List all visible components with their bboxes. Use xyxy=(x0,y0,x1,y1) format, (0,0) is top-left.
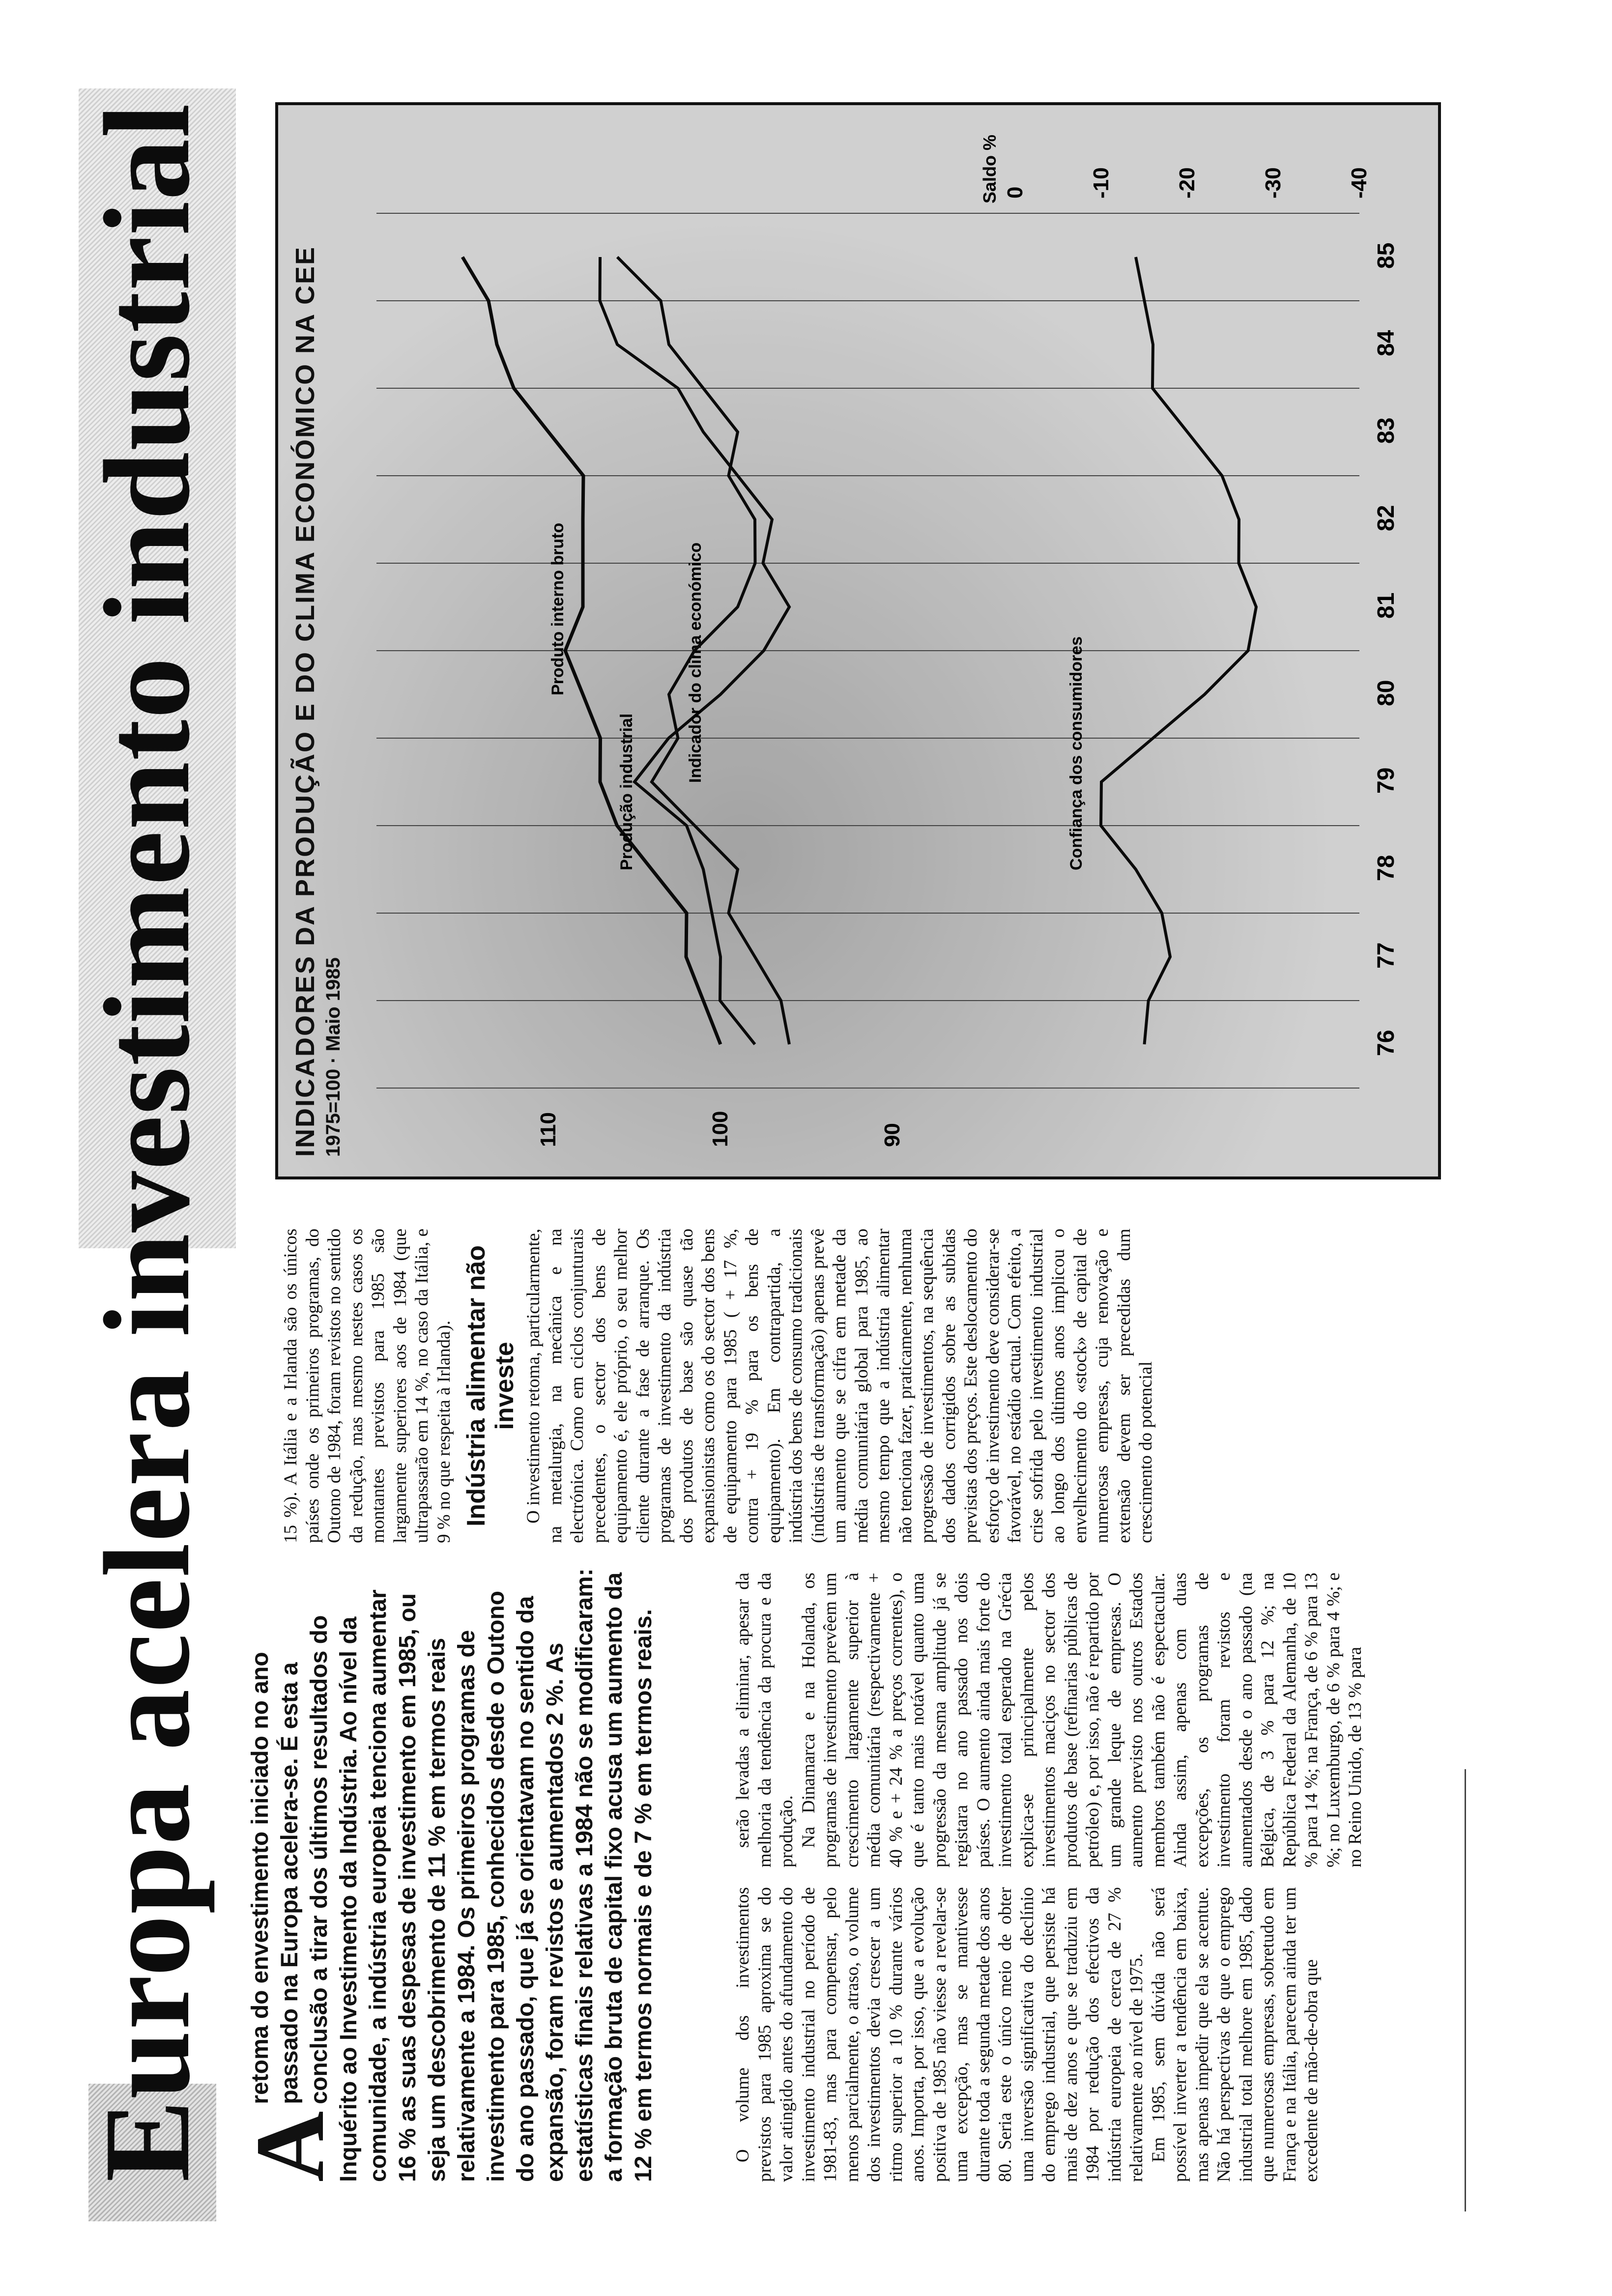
column-2 xyxy=(732,1573,1367,1867)
scan-edge-line xyxy=(1465,1769,1466,2211)
y2-tick-label: -30 xyxy=(1261,167,1285,199)
column-2-para-2: Na Dinamarca e na Holanda, os programas de investimento prevêem um crescimento largamente superior à média comunitária (respectivamente + 40 % e + 24 % a preços correntes), o que é tanto mais notável quanto uma progressão da mesma amplitude já se registara no ano passado nos dois países. O aumento ainda mais forte do investimento total esperado na Grécia explica-se principalmente pelos investimentos maciços no sector dos produtos de base (refinarias públicas de petróleo) e, por isso, não é repartido por um grande leque de empresas. O aumento previsto nos outros Estados membros também não é espectacular. Ainda assim, apenas com duas excepções, os programas de investimento foram revistos e aumentados desde o ano passado (na Bélgica, de 3 % para 12 %; na República Federal da Alemanha, de 10 % para 14 %; na França, de 6 % para 13 %; no Luxemburgo, de 6 % para 4 %; e no Reino Unido, de 13 % para xyxy=(798,1573,1365,1867)
drop-cap: A xyxy=(236,2111,345,2182)
x-tick-label: 79 xyxy=(1373,767,1399,794)
y-tick-label: 110 xyxy=(536,1112,560,1147)
series-label: Confiança dos consumidores xyxy=(1067,636,1086,870)
y2-tick-label: 0 xyxy=(1003,186,1027,199)
x-tick-label: 84 xyxy=(1373,330,1399,356)
y-tick-label: 90 xyxy=(880,1123,904,1147)
y2-tick-label: -40 xyxy=(1347,167,1371,199)
column-1-para-1: O volume dos investimentos previstos para 1985 aproxima se do valor atingido antes do afundamento do investimento industrial no período de 1981-83, mas para compensar, pelo menos parcialmente, o atraso, o volume dos investimentos devia crescer a um ritmo superior a 10 % durante vários anos. Importa, por isso, que a evolução positiva de 1985 não viesse a revelar-se uma excepção, mas se mantivesse durante toda a segunda metade dos anos 80. Seria este o único meio de obter uma inversão significativa do declínio do emprego industrial, que persiste há mais de dez anos e que se traduziu em 1984 por redução dos efectivos da indústria europeia de cerca de 27 % relativamente ao nível de 1975. xyxy=(733,1887,1147,2182)
article-headline: Europa acelera investimento industrial xyxy=(79,102,215,2182)
chart-plot xyxy=(278,105,1438,1177)
x-tick-label: 81 xyxy=(1373,592,1399,619)
x-tick-label: 78 xyxy=(1373,855,1399,881)
column-2-para-1: serão levadas a eliminar, apesar da melhoria da tendência da procura e da produção. xyxy=(733,1573,797,1867)
column-1 xyxy=(732,1887,1323,2182)
column-3-para-1: 15 %). A Itália e a Irlanda são os únicos países onde os primeiros programas, do Outono de 1984, foram revistos no sentido da redução, mas mesmo nestes casos os montantes previstos para 1985 são largamente superiores aos de 1984 (que ultrapassarão em 14 %, no caso da Itália, e 9 % no que respeita à Irlanda). xyxy=(281,1229,454,1543)
right-axis-label: Saldo % xyxy=(979,134,1000,203)
lead-text: retoma do envestimento iniciado no ano passado na Europa acelera-se. É esta a conclusão a tirar dos últimos resultados do Inquérito ao Investimento da Indústria. Ao nível da comunidade, a indústria europeia tenciona aumentar 16 % as suas despesas de investimento em 1985, ou seja um descobrimento de 11 % em termos reais relativamente a 1984. Os primeiros programas de investimento para 1985, conhecidos desde o Outono do ano passado, que já se orientavam no sentido da expansão, foram revistos e aumentados 2 %. As estatísticas finais relativas a 1984 não se modificaram: a formação bruta de capital fixo acusa um aumento da 12 % em termos normais e de 7 % em termos reais. xyxy=(247,1568,657,2182)
column-1-para-2: Em 1985, sem dúvida não será possível inverter a tendência em baixa, mas apenas impedir que ela se acentue. Não há perspectivas de que o emprego industrial total melhore em 1985, dado que numerosas empresas, sobretudo em França e na Itália, parecem ainda ter um excedente de mão-de-obra que xyxy=(1148,1887,1322,2182)
x-tick-label: 77 xyxy=(1373,942,1399,969)
y2-tick-label: -20 xyxy=(1175,167,1199,199)
x-tick-label: 76 xyxy=(1373,1030,1399,1056)
series-label: Indicador do clima económico xyxy=(686,542,705,783)
chart-subtitle: 1975=100 · Maio 1985 xyxy=(322,957,344,1157)
series-label: Produção industrial xyxy=(617,713,636,870)
x-tick-label: 80 xyxy=(1373,680,1399,706)
column-3-para-2: O investimento retoma, particularmente, na metalurgia, na mecânica e na electrónica. Como em ciclos conjunturais precedentes, o sector dos bens de equipamento é, ele próprio, o seu melhor cliente durante a fase de arranque. Os programas de investimento da indústria dos produtos de base são quase tão expansionistas como os do sector dos bens de equipamento para 1985 ( + 17 %, contra + 19 % para os bens de equipamento). Em contrapartida, a indústria dos bens de consumo tradicionais (indústrias de transformação) apenas prevê um aumento que se cifra em metade da média comunitária global para 1985, ao mesmo tempo que a indústria alimentar não tenciona fazer, praticamente, nenhuma progressão de investimentos, na sequência dos dados corrigidos sobre as subidas previstas dos preços. Este deslocamento do esforço de investimento deve considerar-se favorável, no estádio actual. Com efeito, a crise sofrida pelo investimento industrial ao longo dos últimos anos implicou o envelhecimento do «stock» de capital de numerosas empresas, cuja renovação e extensão devem ser precedidas dum crescimento do potencial xyxy=(523,1229,1156,1543)
x-tick-label: 85 xyxy=(1373,242,1399,269)
column-3 xyxy=(280,1229,1157,1543)
y2-tick-label: -10 xyxy=(1089,167,1113,199)
chart-title: INDICADORES DA PRODUÇÃO E DO CLIMA ECONÓMICO NA CEE xyxy=(290,245,320,1157)
rotated-newspaper-clipping xyxy=(59,69,1484,2241)
series-label: Produto interno bruto xyxy=(548,522,567,695)
lead-paragraph xyxy=(236,1563,659,2182)
y-tick-label: 100 xyxy=(708,1111,732,1147)
x-tick-label: 83 xyxy=(1373,417,1399,444)
x-tick-label: 82 xyxy=(1373,505,1399,531)
section-heading: Indústria alimentar não investe xyxy=(462,1245,519,1527)
economic-indicators-chart xyxy=(275,102,1441,1179)
